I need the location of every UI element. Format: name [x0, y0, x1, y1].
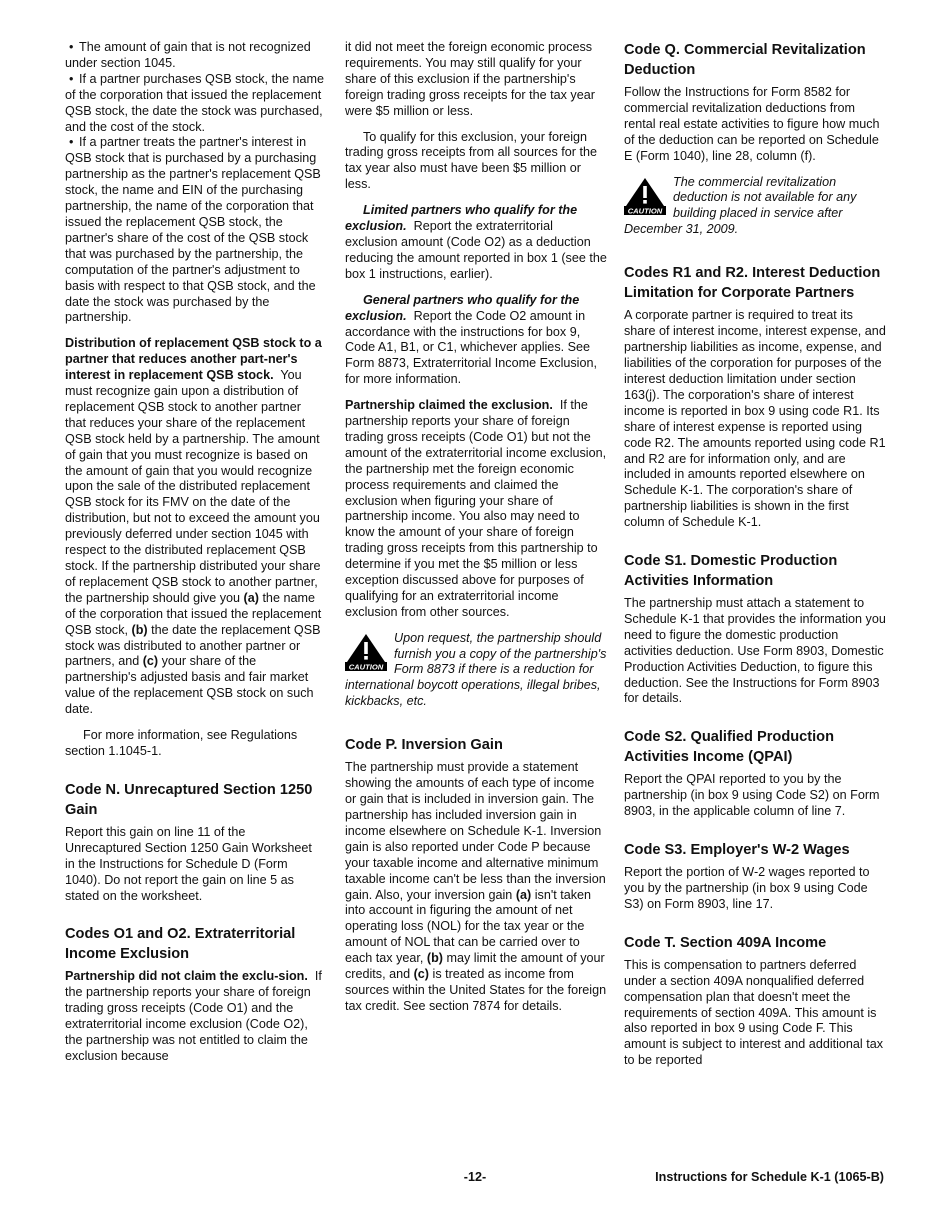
codes-o-heading: Codes O1 and O2. Extraterritorial Income Exclusion [65, 926, 296, 963]
code-s2-text: Report the QPAI reported to you by the partnership (in box 9 using Code S2) on Form 8903, in the applicable column of line 7. [624, 772, 880, 819]
qualify-paragraph: To qualify for this exclusion, your foreign trading gross receipts from all sources for the tax year also must have been $5 million or less. [345, 129, 597, 192]
codes-r-heading: Codes R1 and R2. Interest Deduction Limitation for Corporate Partners [624, 265, 881, 302]
svg-text:CAUTION: CAUTION [627, 205, 663, 215]
code-t-text: This is compensation to partners deferred under a section 409A nonqualified deferred compensation plan that doesn't meet the requirements of section 409A. This amount is also reported in box 9 using Code F. This amount is subject to interest and additional tax to be reported [624, 957, 884, 1068]
caution-icon [345, 633, 387, 671]
footer-title: Instructions for Schedule K-1 (1065-B) [655, 1170, 884, 1184]
code-s1-heading: Code S1. Domestic Production Activities Information [624, 553, 838, 590]
continued-paragraph: it did not meet the foreign economic process requirements. You may still qualify for your share of this exclusion if the partnership's foreign trading gross receipts for the tax year were $5 million or less. [345, 40, 595, 118]
caution-note-revitalization: CAUTION The commercial revitalization deduction is not available for any building placed in service after December 31, 2009. [624, 174, 857, 236]
more-info-paragraph: For more information, see Regulations section 1.1045-1. [65, 728, 298, 758]
bullet-partner-purchases: • If a partner purchases QSB stock, the name of the corporation that issued the replacement QSB stock, the date the stock was purchased, and the cost of the stock. [65, 72, 325, 136]
column-1 [65, 40, 325, 1075]
distribution-lead: Distribution of replacement QSB stock to a partner that reduces another part-ner's interest in replacement QSB stock. [65, 336, 322, 383]
caution-icon [624, 177, 666, 215]
code-s1-text: The partnership must attach a statement to Schedule K-1 that provides the information you need to figure the domestic production activities deduction. Use Form 8903, Domestic Production Activities Deduction, to figure this deduction. See the Instructions for Form 8903 for details. [624, 596, 886, 706]
page-number: -12- [463, 1170, 487, 1184]
limited-partners-paragraph: Limited partners who qualify for the exclusion. Report the extraterritorial exclusion amount (Code O2) as a deduction reducing the amount reported in box 1 (see the box 1 instructions, earlier). [345, 203, 607, 281]
code-s3-text: Report the portion of W-2 wages reported to you by the partnership (in box 9 using Code S3) on Form 8903, line 17. [624, 865, 870, 911]
column-3 [624, 40, 886, 1079]
code-s2-heading: Code S2. Qualified Production Activities Income (QPAI) [624, 729, 835, 766]
code-q-text: Follow the Instructions for Form 8582 for commercial revitalization deductions from rental real estate activities to figure how much of the deduction can be reported on Schedule E (Form 1040), line 28, column (f). [624, 85, 880, 163]
code-n-heading: Code N. Unrecaptured Section 1250 Gain [65, 781, 313, 818]
column-2 [345, 40, 607, 1025]
code-p-heading: Code P. Inversion Gain [345, 737, 503, 754]
not-claim-paragraph: Partnership did not claim the exclu-sion. If the partnership reports your share of foreign trading gross receipts (Code O1) and the extraterritorial income exclusion (Code O2), the partnership was not entitled to claim the exclusion because [65, 969, 322, 1063]
bullet-partner-treats: • If a partner treats the partner's interest in QSB stock that is purchased by a purchasing partnership as the partner's replacement QSB stock, the name and EIN of the purchasing partnership, the name of the corporation that issued the replacement QSB stock, the partner's share of the cost of the QSB stock that was purchased by the partnership, the computation of the partner's adjustment to basis with respect to that QSB stock, and the date the stock was purchased by the partnership. [65, 135, 325, 326]
codes-r-text: A corporate partner is required to treat its share of interest income, interest expense, and partnership liabilities as income, expense, and liabilities of the corporation for purposes of the interest deduction limitation under section 163(j). The corporation's share of interest income is reported in box 9 using code R1. Its share of interest expense is reported using code R2. The amounts reported using code R1 and R2 are for information only, and are included in amounts reported elsewhere on Schedule K-1. The corporation's share of partnership liabilities is shown in the first column of Schedule K-1. [624, 308, 886, 530]
code-q-heading: Code Q. Commercial Revitalization Deduction [624, 42, 866, 78]
claimed-paragraph: Partnership claimed the exclusion. If the partnership reports your share of foreign trading gross receipts (Code O1) but not the amount of the extraterritorial income exclusion, the partnership met the foreign economic process requirements and claimed the exclusion when figuring your share of partnership income. You also may need to know the amount of your share of foreign trading gross receipts from this partnership to determine if you met the $5 million or less exception discussed above for purposes of qualifying for an extraterritorial income exclusion from other sources. [345, 398, 607, 619]
code-s3-heading: Code S3. Employer's W-2 Wages [624, 842, 850, 859]
code-p-text: The partnership must provide a statement showing the amounts of each type of income or gain that is included in inversion gain. The partnership has included inversion gain in income elsewhere on Schedule K-1. Inversion gain is also reported under Code P because your taxable income and alternative minimum taxable income can't be less than the inversion gain. Also, your inversion gain (a) isn't taken into account in figuring the amount of net operating loss (NOL) for the tax year or the amount of NOL that can be carried over to each tax year, (b) may limit the amount of your credits, and (c) is treated as income from sources within the United States for the foreign tax credit. See section 7874 for details. [345, 760, 607, 1013]
code-t-heading: Code T. Section 409A Income [624, 934, 827, 951]
bullet-gain-not-recognized: • The amount of gain that is not recognized under section 1045. [65, 40, 325, 72]
caution-note-8873: CAUTION Upon request, the partnership should furnish you a copy of the partnership's Form 8873 if there is a reduction for international boycott operations, illegal bribes, kickbacks, etc. [345, 630, 607, 708]
distribution-paragraph: Distribution of replacement QSB stock to a partner that reduces another part-ner's interest in replacement QSB stock. You must recognize gain upon a distribution of replacement QSB stock to another partner that reduces your share of the replacement QSB stock held by a partnership. The amount of gain that you must recognize is based on the amount of gain that you would recognize upon the sale of the distributed replacement QSB stock for its FMV on the date of the distribution, but not to exceed the amount you previously deferred under section 1045 with respect to the distributed replacement QSB stock. If the partnership distributed your share of replacement QSB stock to another partner, the partnership should give you (a) the name of the corporation that issued the replacement QSB stock, (b) the date the replacement QSB stock was distributed to another partner or partners, and (c) your share of the partnership's adjusted basis and fair market value of the replacement QSB stock on such date. [65, 336, 322, 717]
general-partners-paragraph: General partners who qualify for the exclusion. Report the Code O2 amount in accordance with the instructions for box 9, Code A1, B1, or C1, whichever applies. See Form 8873, Extraterritorial Income Exclusion, for more information. [345, 292, 597, 387]
code-n-text: Report this gain on line 11 of the Unrecaptured Section 1250 Gain Worksheet in the Instructions for Schedule D (Form 1040). Do not report the gain on line 5 as stated on the worksheet. [65, 824, 312, 903]
svg-text:CAUTION: CAUTION [348, 662, 384, 671]
